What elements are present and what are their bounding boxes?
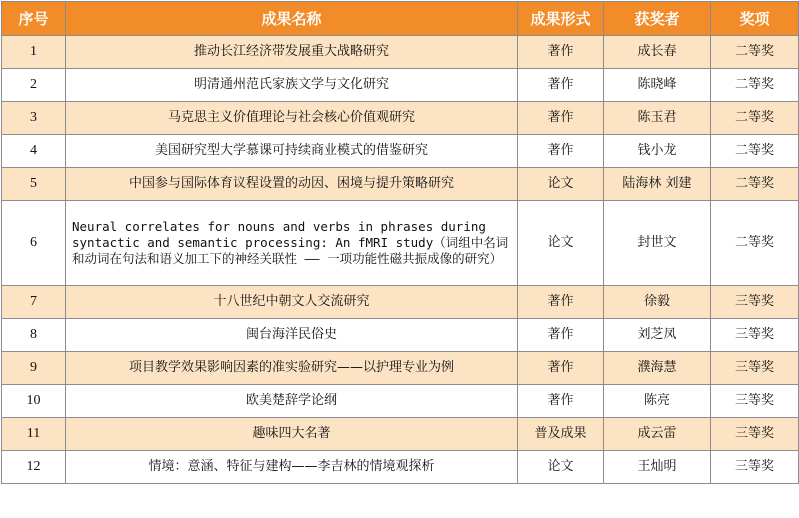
row-index: 7 xyxy=(2,286,66,319)
table-row xyxy=(2,135,799,168)
row-index: 11 xyxy=(2,418,66,451)
row-title: 推动长江经济带发展重大战略研究 xyxy=(66,36,518,69)
table-row xyxy=(2,102,799,135)
row-index: 8 xyxy=(2,319,66,352)
row-winner: 徐毅 xyxy=(604,286,711,319)
row-index: 4 xyxy=(2,135,66,168)
header-title: 成果名称 xyxy=(66,2,518,36)
row-title: 明清通州范氏家族文学与文化研究 xyxy=(66,69,518,102)
row-index: 5 xyxy=(2,168,66,201)
row-award: 三等奖 xyxy=(711,319,799,352)
header-index: 序号 xyxy=(2,2,66,36)
row-title: 中国参与国际体育议程设置的动因、困境与提升策略研究 xyxy=(66,168,518,201)
table-row xyxy=(2,352,799,385)
row-award: 二等奖 xyxy=(711,168,799,201)
row-winner: 刘芝凤 xyxy=(604,319,711,352)
row-winner: 濮海慧 xyxy=(604,352,711,385)
row-form: 论文 xyxy=(518,201,604,286)
row-winner: 陈晓峰 xyxy=(604,69,711,102)
table-row xyxy=(2,451,799,484)
row-form: 论文 xyxy=(518,451,604,484)
row-index: 2 xyxy=(2,69,66,102)
row-form: 著作 xyxy=(518,352,604,385)
row-form: 著作 xyxy=(518,69,604,102)
row-award: 二等奖 xyxy=(711,102,799,135)
row-form: 著作 xyxy=(518,286,604,319)
row-title: 情境：意涵、特征与建构——李吉林的情境观探析 xyxy=(66,451,518,484)
row-title: 马克思主义价值理论与社会核心价值观研究 xyxy=(66,102,518,135)
row-award: 二等奖 xyxy=(711,36,799,69)
table-row xyxy=(2,385,799,418)
row-form: 著作 xyxy=(518,319,604,352)
row-winner: 成长春 xyxy=(604,36,711,69)
table-row xyxy=(2,286,799,319)
row-award: 二等奖 xyxy=(711,201,799,286)
row-winner: 王灿明 xyxy=(604,451,711,484)
row-index: 12 xyxy=(2,451,66,484)
row-award: 三等奖 xyxy=(711,286,799,319)
awards-table xyxy=(1,1,799,484)
row-award: 三等奖 xyxy=(711,385,799,418)
row-title: Neural correlates for nouns and verbs in phrases during syntactic and semantic processing: An fMRI study（词组中名词和动词在句法和语义加工下的神经关联性 —— 一项功能性磁共振成像的研究） xyxy=(66,201,518,286)
row-form: 著作 xyxy=(518,135,604,168)
row-winner: 封世文 xyxy=(604,201,711,286)
row-form: 著作 xyxy=(518,385,604,418)
row-title: 十八世纪中朝文人交流研究 xyxy=(66,286,518,319)
row-winner: 陈玉君 xyxy=(604,102,711,135)
row-index: 9 xyxy=(2,352,66,385)
table-row xyxy=(2,168,799,201)
table-row xyxy=(2,319,799,352)
row-award: 三等奖 xyxy=(711,352,799,385)
row-index: 10 xyxy=(2,385,66,418)
row-index: 3 xyxy=(2,102,66,135)
row-award: 三等奖 xyxy=(711,451,799,484)
row-form: 著作 xyxy=(518,102,604,135)
row-title: 项目教学效果影响因素的准实验研究——以护理专业为例 xyxy=(66,352,518,385)
row-form: 著作 xyxy=(518,36,604,69)
row-winner: 钱小龙 xyxy=(604,135,711,168)
row-winner: 成云雷 xyxy=(604,418,711,451)
row-form: 论文 xyxy=(518,168,604,201)
row-title: 趣味四大名著 xyxy=(66,418,518,451)
row-award: 三等奖 xyxy=(711,418,799,451)
row-award: 二等奖 xyxy=(711,69,799,102)
table-row xyxy=(2,418,799,451)
row-title: 闽台海洋民俗史 xyxy=(66,319,518,352)
table-row xyxy=(2,69,799,102)
header-winner: 获奖者 xyxy=(604,2,711,36)
row-form: 普及成果 xyxy=(518,418,604,451)
table-row xyxy=(2,201,799,286)
row-index: 1 xyxy=(2,36,66,69)
row-index: 6 xyxy=(2,201,66,286)
header-award: 奖项 xyxy=(711,2,799,36)
row-winner: 陆海林 刘建 xyxy=(604,168,711,201)
table-row xyxy=(2,36,799,69)
header-form: 成果形式 xyxy=(518,2,604,36)
row-winner: 陈亮 xyxy=(604,385,711,418)
header-row xyxy=(2,2,799,36)
row-title: 欧美楚辞学论纲 xyxy=(66,385,518,418)
row-award: 二等奖 xyxy=(711,135,799,168)
row-title: 美国研究型大学慕课可持续商业模式的借鉴研究 xyxy=(66,135,518,168)
